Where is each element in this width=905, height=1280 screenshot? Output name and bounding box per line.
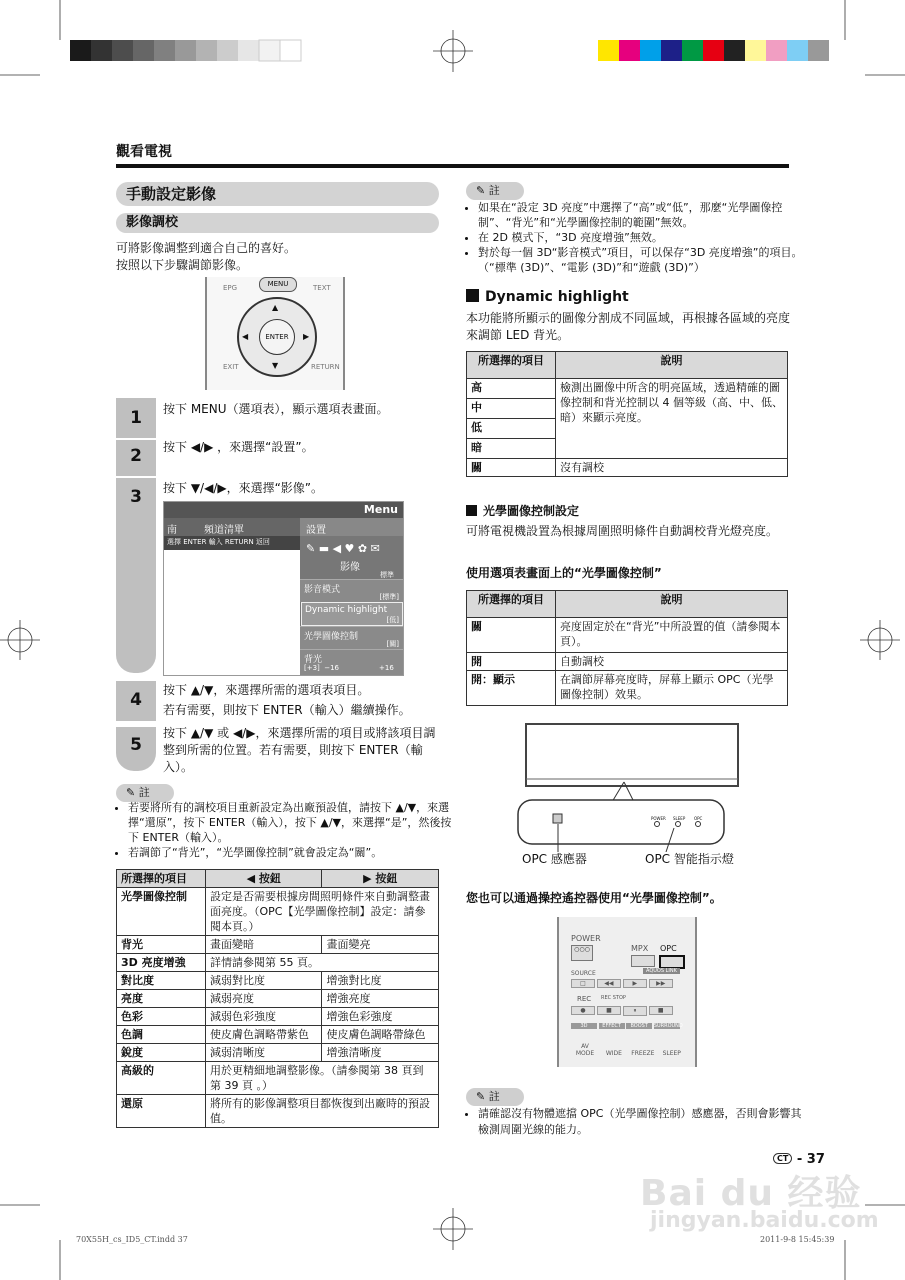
- remote-title: 您也可以通過操控遙控器使用“光學圖像控制”。: [466, 891, 722, 905]
- dh-desc: 檢測出圖像中所含的明亮區域，透過精確的圖像控制和背光控制以 4 個等級（高、中、低、暗）來顯示亮度。: [556, 379, 788, 459]
- note-badge-left: ✎ 註: [116, 784, 174, 802]
- menu-hint: 選擇 ENTER 輸入 RETURN 返回: [167, 538, 270, 546]
- menu-item-selected[interactable]: Dynamic highlight [低]: [301, 602, 403, 626]
- note-item: • 在 2D 模式下，“3D 亮度增強”無效。: [478, 230, 804, 245]
- note-item: • 請確認沒有物體遮擋 OPC（光學圖像控制）感應器，否則會影響其檢測周圍光線的能力。: [478, 1106, 804, 1138]
- table-row: 光學圖像控制 設定是否需要根據房間照明條件來自動調整畫面亮度。（OPC【光學圖像控制】設定：請參閱本頁。）: [117, 888, 439, 936]
- opc-subtitle: 使用選項表畫面上的“光學圖像控制”: [466, 566, 662, 580]
- tv-illustration: [516, 722, 746, 852]
- right-notes: [464, 200, 804, 275]
- mpx-button[interactable]: [631, 955, 655, 967]
- power-button[interactable]: ○○○: [571, 945, 593, 961]
- table-row: 色彩 減弱色彩強度 增強色彩強度: [117, 1008, 439, 1026]
- step-divider: [116, 476, 156, 478]
- menu-tab-setup[interactable]: 設置: [306, 525, 326, 536]
- tv-sleep-label: SLEEP: [673, 816, 686, 821]
- menu-item[interactable]: 影音模式 [標準]: [300, 579, 403, 602]
- step-4-text-2: 若有需要，則按下 ENTER（輸入）繼續操作。: [163, 703, 411, 717]
- dh-item: 中: [467, 399, 556, 419]
- down-arrow-icon: ▼: [272, 361, 279, 370]
- remote-illustration: [205, 277, 345, 390]
- remote-illustration-2: POWER ○○○ MPX OPC SOURCE AQUOS LINK □ ◀◀ ▶ ▶▶ REC REC STOP ● ■ ⏸ ■ 3D EFFECT BOOST SURROUND AV MODE WIDE FREEZE SLEEP: [557, 917, 697, 1067]
- page-number: CT - 37: [773, 1152, 825, 1167]
- menu-item[interactable]: 光學圖像控制 [關]: [300, 626, 403, 649]
- menu-category: 影像: [340, 562, 360, 573]
- file-name: 70X55H_cs_ID5_CT.indd 37: [76, 1235, 188, 1244]
- function-row[interactable]: AV MODE WIDE FREEZE SLEEP: [575, 1043, 681, 1057]
- dh-item: 高: [467, 379, 556, 399]
- note-item: • 若調節了“背光”，“光學圖像控制”就會設定為“關”。: [128, 845, 458, 860]
- table-row: 亮度 減弱亮度 增強亮度: [117, 990, 439, 1008]
- note-item: • 若要將所有的調校項目重新設定為出廠預設值，請按下 ▲/▼，來選擇“還原”，按下 ENTER（輸入），按下 ▲/▼，來選擇“是”，然後按下 ENTER（輸入）。: [128, 800, 458, 845]
- mode-row[interactable]: 3D EFFECT BOOST SURROUND: [571, 1023, 687, 1029]
- step-5-number: 5: [130, 735, 142, 755]
- up-arrow-icon: ▲: [272, 303, 279, 312]
- menu-button[interactable]: MENU: [259, 277, 297, 292]
- tv-opc-label: OPC: [694, 816, 703, 821]
- menu-item[interactable]: 背光 [+3] −16 +16: [300, 649, 403, 676]
- pencil-icon: ✎: [476, 184, 489, 197]
- dh-title: Dynamic highlight: [466, 289, 629, 305]
- step-3-text: 按下 ▼/◀/▶，來選擇“影像”。: [163, 481, 324, 495]
- step-5-text: 按下 ▲/▼ 或 ◀/▶，來選擇所需的項目或將該項目調整到所需的位置。若有需要，則按下 ENTER（輸入）。: [163, 726, 436, 774]
- step-divider: [116, 721, 156, 727]
- col-item: 所選擇的項目: [117, 870, 206, 888]
- menu-title: Menu: [363, 503, 398, 516]
- pencil-icon: ✎: [476, 1090, 489, 1103]
- opc-button[interactable]: [659, 955, 685, 969]
- table-row: 還原 將所有的影像調整項目都恢復到出廠時的預設值。: [117, 1095, 439, 1128]
- right-arrow-icon: ▶: [303, 332, 310, 341]
- col-left: ◀ 按鈕: [206, 870, 322, 888]
- note-item: • 如果在“設定 3D 亮度”中選擇了“高”或“低”，那麼“光學圖像控制”、“背光”和“光學圖像控制的範圍”無效。: [478, 200, 804, 230]
- table-row: 高級的 用於更精細地調整影像。（請參閱第 38 頁到第 39 頁 。）: [117, 1062, 439, 1095]
- step-4-text: 按下 ▲/▼，來選擇所需的選項表項目。: [163, 683, 370, 697]
- print-date: 2011-9-8 15:45:39: [760, 1235, 835, 1244]
- subsection-title: 影像調校: [116, 213, 439, 233]
- step-1-text: 按下 MENU（選項表），顯示選項表畫面。: [163, 402, 389, 416]
- table-row: 3D 亮度增強 詳情請參閱第 55 頁。: [117, 954, 439, 972]
- opc-indicator-label: OPC 智能指示燈: [645, 852, 734, 866]
- bottom-notes: [464, 1106, 804, 1138]
- direction-pad[interactable]: [237, 297, 317, 377]
- header-rule: [116, 164, 789, 168]
- opc-text: 可將電視機設置為根據周圍照明條件自動調校背光燈亮度。: [466, 524, 779, 538]
- step-4-number: 4: [130, 690, 142, 710]
- tv-power-label: POWER: [651, 816, 666, 821]
- baidu-watermark-url: jingyan.baidu.com: [650, 1208, 879, 1233]
- opc-title: 光學圖像控制設定: [466, 502, 579, 519]
- dh-item: 暗: [467, 439, 556, 459]
- menu-icons: ✎ ▬ ◀ ♥ ✿ ✉: [306, 542, 380, 555]
- step-2-number: 2: [130, 446, 142, 466]
- note-badge-bottom: ✎ 註: [466, 1088, 524, 1106]
- menu-tab-guide[interactable]: 南: [167, 525, 177, 536]
- dh-item: 低: [467, 419, 556, 439]
- text-label: TEXT: [313, 284, 331, 292]
- table-row: 銳度 減弱清晰度 增強清晰度: [117, 1044, 439, 1062]
- intro-line-1: 可將影像調整到適合自己的喜好。: [116, 241, 297, 255]
- step-3-number: 3: [130, 487, 142, 507]
- dh-item: 關: [467, 459, 556, 477]
- table-row: 對比度 減弱對比度 增強對比度: [117, 972, 439, 990]
- menu-category-sub: 標準: [380, 571, 394, 579]
- note-item: • 對於每一個 3D“影音模式”項目，可以保存“3D 亮度增強”的項目。（“標準 (3D)”、“電影 (3D)”和“遊戲 (3D)”）: [478, 245, 804, 275]
- step-1-number: 1: [130, 408, 142, 428]
- menu-tab-channel-list[interactable]: 頻道清單: [204, 525, 244, 536]
- table-row: 色調 使皮膚色調略帶紫色 使皮膚色調略帶綠色: [117, 1026, 439, 1044]
- adjust-table: [116, 869, 439, 1128]
- return-label: RETURN: [311, 363, 340, 371]
- col-right: ▶ 按鈕: [322, 870, 439, 888]
- opc-table: 所選擇的項目 說明 關 亮度固定於在“背光”中所設置的值（請參閱本頁）。 開 自動調校 開：顯示 在調節屏幕亮度時，屏幕上顯示 OPC（光學圖像控制）效果。: [466, 590, 788, 706]
- intro-line-2: 按照以下步驟調節影像。: [116, 258, 249, 272]
- section-title: 手動設定影像: [116, 182, 439, 206]
- dh-table: 所選擇的項目 說明 高 檢測出圖像中所含的明亮區域，透過精確的圖像控制和背光控制以 4 個等級（高、中、低、暗）來顯示亮度。 中 低 暗 關 沒有調校: [466, 351, 788, 477]
- epg-label: EPG: [223, 284, 238, 292]
- exit-label: EXIT: [223, 363, 239, 371]
- table-row: 背光 畫面變暗 畫面變亮: [117, 936, 439, 954]
- menu-screen: [163, 501, 404, 676]
- step-divider: [116, 438, 156, 440]
- baidu-watermark: Bai du 经验: [640, 1173, 862, 1214]
- left-arrow-icon: ◀: [242, 332, 249, 341]
- left-notes: [114, 800, 458, 860]
- opc-sensor-label: OPC 感應器: [522, 852, 587, 866]
- playback-row[interactable]: □ ◀◀ ▶ ▶▶: [571, 979, 683, 989]
- step-2-text: 按下 ◀/▶ ，來選擇“設置”。: [163, 440, 314, 454]
- enter-button[interactable]: ENTER: [259, 319, 295, 355]
- record-row[interactable]: ● ■ ⏸ ■: [571, 1006, 683, 1016]
- note-badge-right: ✎ 註: [466, 182, 524, 200]
- dh-text: 本功能將所顯示的圖像分割成不同區域，再根據各區域的亮度來調節 LED 背光。: [466, 311, 791, 342]
- pencil-icon: ✎: [126, 786, 139, 799]
- page-header: 觀看電視: [116, 144, 172, 160]
